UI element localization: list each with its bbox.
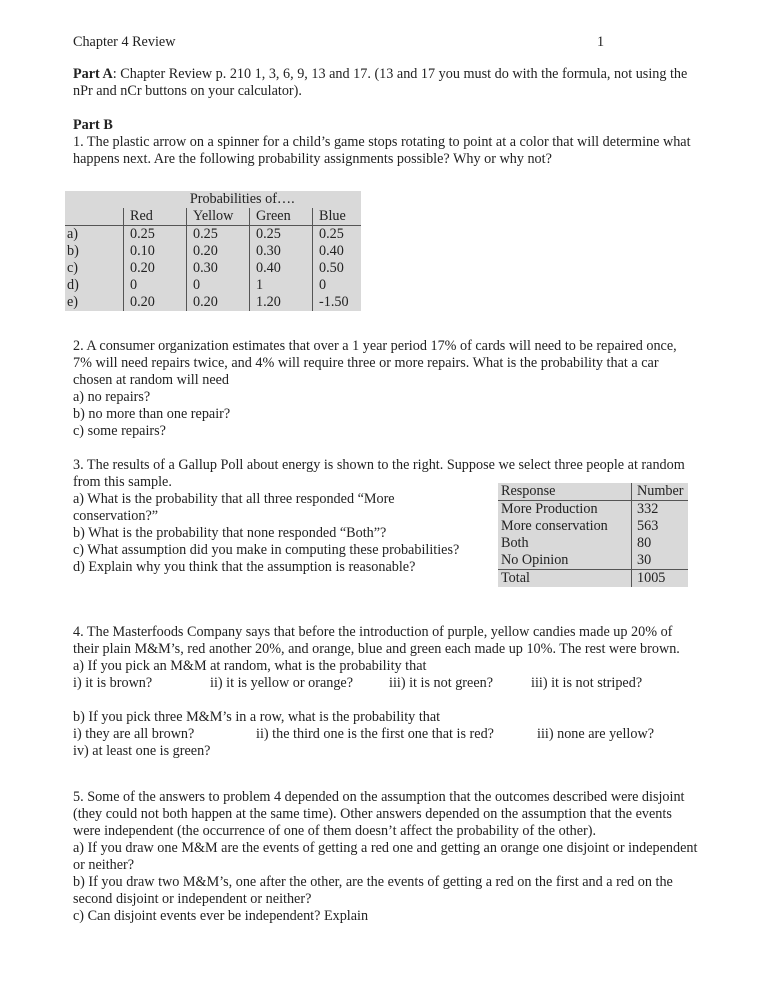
row-label: c) bbox=[67, 260, 79, 276]
question-3-parts bbox=[73, 491, 473, 576]
row-label: e) bbox=[67, 294, 79, 310]
question-5-text: 5. Some of the answers to problem 4 depended on the assumption that the outcomes described were disjoint (they could not both happen at the same time). Other answers depended on the assumption that the events were independent (the occurrence of one of them doesn’t affect the probability of the other). bbox=[73, 789, 685, 839]
table-cell: 1 bbox=[250, 277, 313, 294]
table-row bbox=[65, 226, 361, 244]
table-row bbox=[65, 260, 361, 277]
spinner-probability-table bbox=[65, 191, 361, 311]
question-3-part-b: b) What is the probability that none responded “Both”? bbox=[73, 525, 387, 541]
question-2-part-c: c) some repairs? bbox=[73, 423, 166, 439]
table-cell: 80 bbox=[632, 535, 688, 552]
table-cell: 563 bbox=[632, 518, 688, 535]
question-5-part-c: c) Can disjoint events ever be independent? Explain bbox=[73, 908, 369, 924]
table-row bbox=[498, 535, 688, 552]
table-cell: 0.40 bbox=[313, 243, 362, 260]
table-cell: 0.20 bbox=[187, 294, 250, 311]
row-label: b) bbox=[67, 243, 79, 259]
question-3-part-d: d) Explain why you think that the assumption is reasonable? bbox=[73, 559, 416, 575]
column-header: Green bbox=[250, 208, 313, 226]
gallup-poll-table bbox=[498, 483, 688, 587]
item: iii) none are yellow? bbox=[537, 726, 654, 742]
table-cell: More Production bbox=[501, 501, 598, 517]
column-header: Blue bbox=[313, 208, 362, 226]
table-total-row bbox=[498, 570, 688, 588]
question-5-part-a: a) If you draw one M&M are the events of getting a red one and getting an orange one disjoint or independent or neither? bbox=[73, 840, 698, 873]
question-5-part-b: b) If you draw two M&M’s, one after the other, are the events of getting a red on the first and a red on the second disjoint or independent or neither? bbox=[73, 874, 673, 907]
page-number: 1 bbox=[597, 34, 605, 50]
document-title: Chapter 4 Review bbox=[73, 34, 176, 50]
table-header-row bbox=[498, 483, 688, 501]
column-header: Response bbox=[498, 483, 632, 501]
question-2-part-a: a) no repairs? bbox=[73, 389, 151, 405]
table-cell: 0.25 bbox=[250, 226, 313, 244]
part-a-label: Part A bbox=[73, 66, 113, 82]
table-cell: 332 bbox=[632, 501, 688, 519]
column-header: Yellow bbox=[187, 208, 250, 226]
part-b-heading bbox=[73, 117, 698, 134]
table-row bbox=[498, 552, 688, 570]
table-row bbox=[65, 294, 361, 311]
question-2-part-b: b) no more than one repair? bbox=[73, 406, 231, 422]
table-cell: 0.25 bbox=[124, 226, 187, 244]
table-cell: 1005 bbox=[632, 570, 688, 588]
question-4-part-b-items bbox=[73, 726, 698, 743]
question-5 bbox=[73, 789, 698, 925]
item: iii) it is not green? bbox=[389, 675, 494, 691]
table-cell: 0.25 bbox=[313, 226, 362, 244]
column-header: Number bbox=[632, 483, 688, 501]
question-1-text: 1. The plastic arrow on a spinner for a child’s game stops rotating to point at a color that will determine what happens next. Are the following probability assignments possible? Why or why not? bbox=[73, 134, 691, 167]
table-caption: Probabilities of…. bbox=[189, 191, 295, 207]
question-2-text: 2. A consumer organization estimates that over a 1 year period 17% of cards will need to be repaired once, 7% will need repairs twice, and 4% will require three or more repairs. What is the probability that a car chosen at random will need bbox=[73, 338, 677, 388]
row-label: a) bbox=[67, 226, 79, 242]
item: ii) it is yellow or orange? bbox=[210, 675, 354, 691]
question-4 bbox=[73, 624, 698, 760]
table-cell: -1.50 bbox=[313, 294, 362, 311]
table-cell: 0.20 bbox=[124, 260, 187, 277]
table-cell: 0 bbox=[124, 277, 187, 294]
item: ii) the third one is the first one that is red? bbox=[256, 726, 494, 742]
item: iv) at least one is green? bbox=[73, 743, 211, 759]
table-cell: 0.30 bbox=[187, 260, 250, 277]
table-cell: 0 bbox=[313, 277, 362, 294]
row-label: d) bbox=[67, 277, 79, 293]
table-cell: 30 bbox=[632, 552, 688, 570]
table-row bbox=[498, 501, 688, 519]
question-3-part-a: a) What is the probability that all three responded “More conservation?” bbox=[73, 491, 395, 524]
item: iii) it is not striped? bbox=[531, 675, 643, 691]
question-3-text: 3. The results of a Gallup Poll about energy is shown to the right. Suppose we select three people at random from this sample. bbox=[73, 457, 685, 490]
column-header: Red bbox=[124, 208, 187, 226]
question-4-part-b: b) If you pick three M&M’s in a row, what is the probability that bbox=[73, 709, 441, 725]
part-b-label: Part B bbox=[73, 117, 113, 133]
table-cell: 0.40 bbox=[250, 260, 313, 277]
table-cell: 0.10 bbox=[124, 243, 187, 260]
table-row bbox=[65, 277, 361, 294]
table-cell: 0.30 bbox=[250, 243, 313, 260]
question-2 bbox=[73, 338, 698, 440]
question-4-text: 4. The Masterfoods Company says that before the introduction of purple, yellow candies made up 20% of their plain M&M’s, red another 20%, and orange, blue and green each made up 10%. The rest were brown. bbox=[73, 624, 680, 657]
part-a bbox=[73, 66, 698, 100]
table-header-row bbox=[65, 208, 361, 226]
item: i) they are all brown? bbox=[73, 726, 195, 742]
question-4-part-a-items bbox=[73, 675, 698, 692]
question-3-part-c: c) What assumption did you make in computing these probabilities? bbox=[73, 542, 460, 558]
table-cell: 1.20 bbox=[250, 294, 313, 311]
table-row bbox=[65, 243, 361, 260]
table-cell: More conservation bbox=[501, 518, 608, 534]
table-cell: Both bbox=[501, 535, 529, 551]
table-cell: Total bbox=[498, 570, 632, 588]
part-a-text: : Chapter Review p. 210 1, 3, 6, 9, 13 and 17. (13 and 17 you must do with the formula, not using the nPr and nCr buttons on your calculator). bbox=[73, 66, 688, 99]
table-cell: 0.25 bbox=[187, 226, 250, 244]
table-cell: 0.20 bbox=[187, 243, 250, 260]
table-cell: 0 bbox=[187, 277, 250, 294]
table-cell: No Opinion bbox=[501, 552, 569, 568]
question-4-part-a: a) If you pick an M&M at random, what is the probability that bbox=[73, 658, 427, 674]
table-row bbox=[498, 518, 688, 535]
table-cell: 0.20 bbox=[124, 294, 187, 311]
item: i) it is brown? bbox=[73, 675, 153, 691]
table-cell: 0.50 bbox=[313, 260, 362, 277]
